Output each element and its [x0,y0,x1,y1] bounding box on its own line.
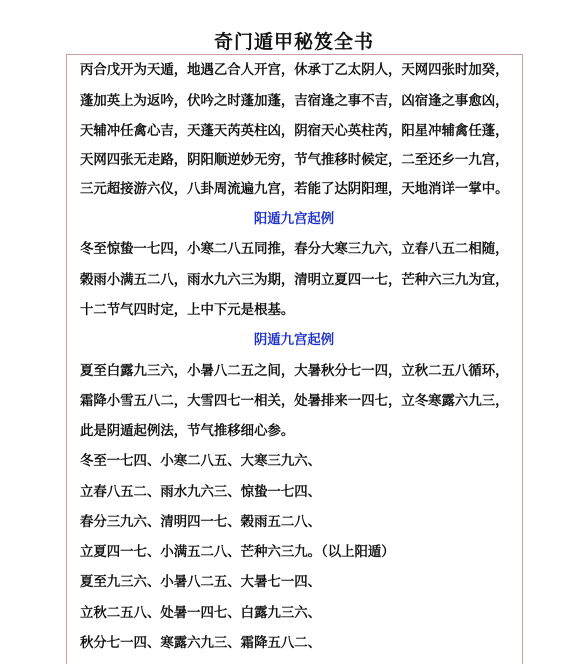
yang-line: 冬至惊蛰一七四，小寒二八五同推，春分大寒三九六，立春八五二相随， [80,241,509,257]
table-line: 春分三九六、清明四一七、榖雨五二八、 [80,514,322,530]
yang-line: 十二节气四时定，上中下元是根基。 [80,302,295,318]
yin-line: 夏至白露九三六，小暑八二五之间，大暑秋分七一四，立秋二五八循环， [80,363,509,379]
verse-line: 蓬加英上为返吟，伏吟之时蓬加蓬，吉宿逢之事不吉，凶宿逢之事愈凶， [80,93,509,109]
table-line: 立春八五二、雨水九六三、惊蛰一七四、 [80,484,322,500]
table-line: 夏至九三六、小暑八二五、大暑七一四、 [80,574,322,590]
verse-line: 丙合戊开为天遁，地遇乙合人开宫，休承丁乙太阴人，天网四张时加癸， [80,62,509,78]
yin-line: 霜降小雪五八二，大雪四七一相关，处暑排来一四七，立冬寒露六九三， [80,393,509,409]
yang-section-heading: 阳遁九宫起例 [253,211,335,227]
table-line: 冬至一七四、小寒二八五、大寒三九六、 [80,453,322,469]
verse-line: 三元超接游六仪，八卦周流遍九宫，若能了达阴阳理，天地消详一掌中。 [80,181,509,197]
table-line: 立秋二五八、处暑一四七、白露九三六、 [80,605,322,621]
verse-line: 天辅冲任禽心吉，天蓬天芮英柱凶，阴宿天心英柱芮，阳星冲辅禽任蓬， [80,123,509,139]
page-title: 奇门遁甲秘笈全书 [213,31,374,53]
table-line: 立夏四一七、小满五二八、芒种六三九。（以上阳遁） [80,544,395,560]
yin-line: 此是阴遁起例法，节气推移细心参。 [80,423,295,439]
yin-section-heading: 阴遁九宫起例 [253,332,335,348]
verse-line: 天网四张无走路，阴阳顺逆妙无穷，节气推移时候定，二至还乡一九宫， [80,152,509,168]
yang-line: 榖雨小满五二八，雨水九六三为期，清明立夏四一七，芒种六三九为宜， [80,272,509,288]
table-line: 秋分七一四、寒露六九三、霜降五八二、 [80,635,322,651]
